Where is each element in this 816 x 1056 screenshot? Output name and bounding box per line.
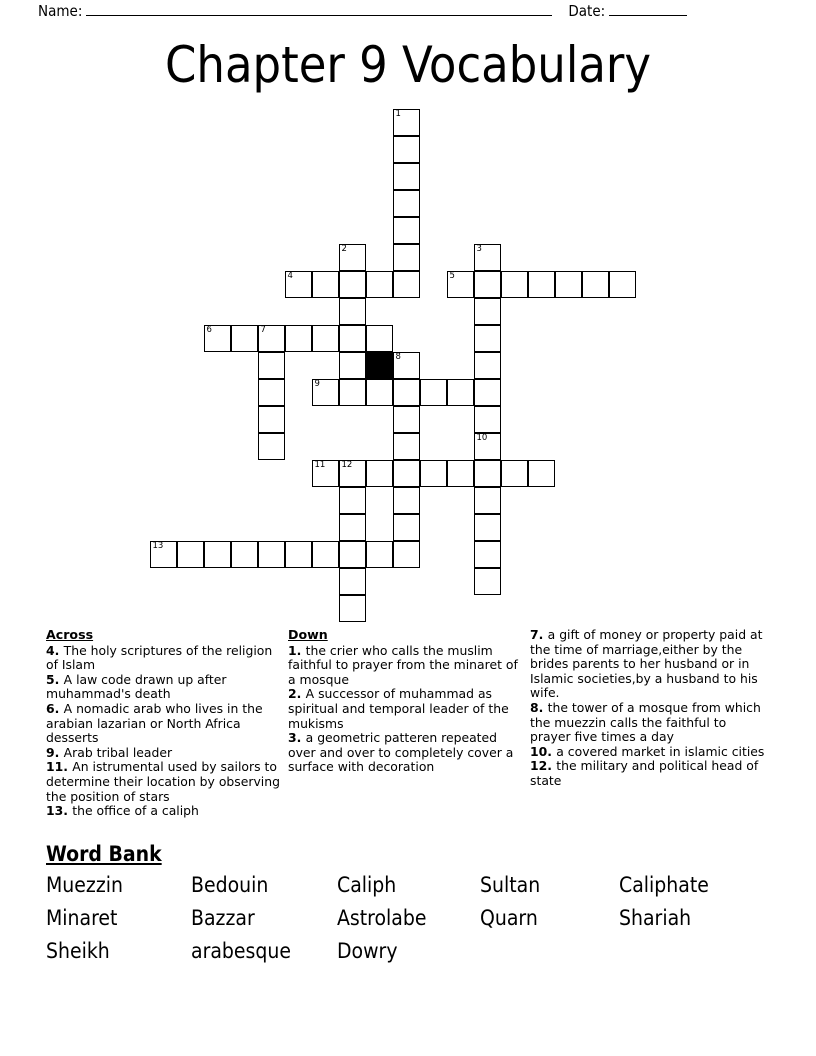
grid-cell-blocked xyxy=(366,352,393,379)
clue-number: 10 xyxy=(476,433,488,443)
grid-cell[interactable] xyxy=(339,568,366,595)
grid-cell[interactable] xyxy=(420,460,447,487)
word-bank-word[interactable]: Dowry xyxy=(337,939,398,963)
grid-cell[interactable] xyxy=(204,541,231,568)
grid-cell[interactable] xyxy=(339,325,366,352)
grid-cell[interactable] xyxy=(258,325,285,352)
down-clue-2 xyxy=(288,687,526,731)
clues-column-across xyxy=(46,628,284,819)
grid-cell[interactable] xyxy=(339,514,366,541)
grid-cell[interactable] xyxy=(258,379,285,406)
word-bank-word[interactable]: Minaret xyxy=(46,906,118,930)
grid-cell[interactable] xyxy=(339,298,366,325)
clue-number: 7 xyxy=(260,325,266,335)
grid-cell[interactable] xyxy=(150,541,177,568)
down-clue-3 xyxy=(288,731,526,775)
clue-text: A nomadic arab who lives in the arabian lazarian or North Africa desserts xyxy=(46,700,263,746)
grid-cell[interactable] xyxy=(258,352,285,379)
grid-cell[interactable] xyxy=(393,163,420,190)
grid-cell[interactable] xyxy=(393,514,420,541)
clue-number: 4 xyxy=(287,271,293,281)
grid-cell[interactable] xyxy=(474,487,501,514)
word-bank-word[interactable]: Bedouin xyxy=(191,873,269,897)
clue-number-label: 9. xyxy=(46,744,64,760)
grid-cell[interactable] xyxy=(474,298,501,325)
grid-cell[interactable] xyxy=(474,244,501,271)
clue-number: 5 xyxy=(449,271,455,281)
clue-number-label: 2. xyxy=(288,686,306,702)
grid-cell[interactable] xyxy=(393,460,420,487)
grid-cell[interactable] xyxy=(366,541,393,568)
grid-cell[interactable] xyxy=(528,460,555,487)
clue-text: a geometric patteren repeated over and over to completely cover a surface with decoration xyxy=(288,730,514,775)
clues-section xyxy=(0,628,816,836)
clue-text: A law code drawn up after muhammad's death xyxy=(46,671,227,702)
grid-cell[interactable] xyxy=(528,271,555,298)
grid-cell[interactable] xyxy=(312,541,339,568)
grid-cell[interactable] xyxy=(339,487,366,514)
word-bank-word[interactable]: Shariah xyxy=(619,906,692,930)
clue-number: 12 xyxy=(341,460,353,470)
clue-text: A successor of muhammad as spiritual and temporal leader of the mukisms xyxy=(288,686,509,731)
page-title: Chapter 9 Vocabulary xyxy=(165,36,651,94)
date-label: Date: xyxy=(568,2,606,20)
grid-cell[interactable] xyxy=(339,541,366,568)
grid-cell[interactable] xyxy=(474,433,501,460)
grid-cell[interactable] xyxy=(339,379,366,406)
word-bank-word[interactable]: Quarn xyxy=(480,906,538,930)
clues-column-down-continued xyxy=(530,628,770,789)
across-clue-4 xyxy=(46,644,284,673)
grid-cell[interactable] xyxy=(339,244,366,271)
grid-cell[interactable] xyxy=(393,271,420,298)
grid-cell[interactable] xyxy=(474,514,501,541)
grid-cell[interactable] xyxy=(393,487,420,514)
word-bank xyxy=(46,842,786,965)
grid-cell[interactable] xyxy=(339,460,366,487)
clue-number-label: 4. xyxy=(46,642,64,658)
clue-number: 13 xyxy=(152,541,164,551)
word-bank-word[interactable]: Caliphate xyxy=(619,873,709,897)
grid-cell[interactable] xyxy=(393,109,420,136)
word-bank-word[interactable]: Sheikh xyxy=(46,939,110,963)
grid-cell[interactable] xyxy=(366,325,393,352)
grid-cell[interactable] xyxy=(177,541,204,568)
grid-cell[interactable] xyxy=(474,568,501,595)
clue-number-label: 13. xyxy=(46,803,73,819)
grid-cell[interactable] xyxy=(582,271,609,298)
grid-cell[interactable] xyxy=(285,541,312,568)
grid-cell[interactable] xyxy=(312,325,339,352)
name-label: Name: xyxy=(38,2,83,20)
grid-cell[interactable] xyxy=(393,433,420,460)
word-bank-word[interactable]: Caliph xyxy=(337,873,397,897)
grid-cell[interactable] xyxy=(474,541,501,568)
clue-number: 9 xyxy=(314,379,320,389)
across-clue-11 xyxy=(46,760,284,804)
grid-cell[interactable] xyxy=(393,352,420,379)
grid-cell[interactable] xyxy=(474,271,501,298)
grid-cell[interactable] xyxy=(339,352,366,379)
clue-number-label: 11. xyxy=(46,759,73,775)
grid-cell[interactable] xyxy=(447,460,474,487)
grid-cell[interactable] xyxy=(339,595,366,622)
across-clue-9 xyxy=(46,746,284,761)
across-clue-list xyxy=(46,644,284,819)
down-clue-list-continued xyxy=(530,628,770,789)
clue-number-label: 8. xyxy=(530,699,548,715)
grid-cell[interactable] xyxy=(447,379,474,406)
down-clue-1 xyxy=(288,644,526,688)
grid-cell[interactable] xyxy=(285,271,312,298)
grid-cell[interactable] xyxy=(393,217,420,244)
clue-text: the crier who calls the muslim faithful to prayer from the minaret of a mosque xyxy=(288,642,518,687)
word-bank-word[interactable]: Astrolabe xyxy=(337,906,427,930)
grid-cell[interactable] xyxy=(447,271,474,298)
down-heading: Down xyxy=(288,627,328,642)
across-heading: Across xyxy=(46,627,94,642)
clue-number-label: 12. xyxy=(530,758,557,774)
grid-cell[interactable] xyxy=(474,325,501,352)
grid-cell[interactable] xyxy=(339,271,366,298)
grid-cell[interactable] xyxy=(420,379,447,406)
clues-column-down xyxy=(288,628,526,775)
down-clue-12 xyxy=(530,759,770,788)
grid-cell[interactable] xyxy=(555,271,582,298)
grid-cell[interactable] xyxy=(231,541,258,568)
clue-number-label: 5. xyxy=(46,671,64,687)
grid-cell[interactable] xyxy=(204,325,231,352)
clue-number-label: 6. xyxy=(46,700,64,716)
grid-cell[interactable] xyxy=(501,271,528,298)
clue-number-label: 10. xyxy=(530,743,557,759)
clue-number: 1 xyxy=(395,109,401,119)
grid-cell[interactable] xyxy=(312,379,339,406)
clue-number-label: 3. xyxy=(288,730,306,746)
down-clue-list-first xyxy=(288,644,526,775)
word-bank-list xyxy=(46,871,786,965)
grid-cell[interactable] xyxy=(366,271,393,298)
grid-cell[interactable] xyxy=(474,460,501,487)
clue-number: 6 xyxy=(206,325,212,335)
clue-text: a gift of money or property paid at the time of marriage,either by the brides parents to her husband or in Islamic societies,by a husband to his wife. xyxy=(530,627,763,701)
word-bank-title: Word Bank xyxy=(46,842,162,866)
grid-cell[interactable] xyxy=(258,406,285,433)
grid-cell[interactable] xyxy=(474,406,501,433)
word-bank-word[interactable]: Muezzin xyxy=(46,873,123,897)
grid-cell[interactable] xyxy=(609,271,636,298)
clue-text: The holy scriptures of the religion of Islam xyxy=(46,642,273,673)
word-bank-word[interactable]: Sultan xyxy=(480,873,541,897)
clue-text: the military and political head of state xyxy=(530,758,759,788)
grid-cell[interactable] xyxy=(393,136,420,163)
grid-cell[interactable] xyxy=(474,352,501,379)
grid-cell[interactable] xyxy=(285,325,312,352)
across-clue-6 xyxy=(46,702,284,746)
grid-cell[interactable] xyxy=(393,190,420,217)
across-clue-5 xyxy=(46,673,284,702)
grid-cell[interactable] xyxy=(393,379,420,406)
grid-cell[interactable] xyxy=(258,433,285,460)
clue-text: An istrumental used by sailors to determine their location by observing the position of stars xyxy=(46,759,280,804)
clue-number: 2 xyxy=(341,244,347,254)
grid-cell[interactable] xyxy=(231,325,258,352)
grid-cell[interactable] xyxy=(312,460,339,487)
across-clue-13 xyxy=(46,804,284,819)
down-clue-8 xyxy=(530,701,770,745)
down-clue-10 xyxy=(530,745,770,760)
clue-number: 3 xyxy=(476,244,482,254)
grid-cell[interactable] xyxy=(393,541,420,568)
clue-text: a covered market in islamic cities xyxy=(556,743,765,759)
word-bank-word[interactable]: Bazzar xyxy=(191,906,255,930)
clue-number-label: 7. xyxy=(530,627,548,642)
grid-cell[interactable] xyxy=(393,244,420,271)
grid-cell[interactable] xyxy=(366,379,393,406)
grid-cell[interactable] xyxy=(474,379,501,406)
grid-cell[interactable] xyxy=(258,541,285,568)
clue-number-label: 1. xyxy=(288,642,306,658)
clue-number: 11 xyxy=(314,460,326,470)
down-clue-7 xyxy=(530,628,770,701)
clue-text: the tower of a mosque from which the muezzin calls the faithful to prayer five times a day xyxy=(530,699,761,745)
grid-cell[interactable] xyxy=(501,460,528,487)
word-bank-word[interactable]: arabesque xyxy=(191,939,291,963)
clue-text: the office of a caliph xyxy=(72,803,199,819)
grid-cell[interactable] xyxy=(312,271,339,298)
clue-text: Arab tribal leader xyxy=(63,744,173,760)
grid-cell[interactable] xyxy=(393,406,420,433)
clue-number: 8 xyxy=(395,352,401,362)
grid-cell[interactable] xyxy=(366,460,393,487)
